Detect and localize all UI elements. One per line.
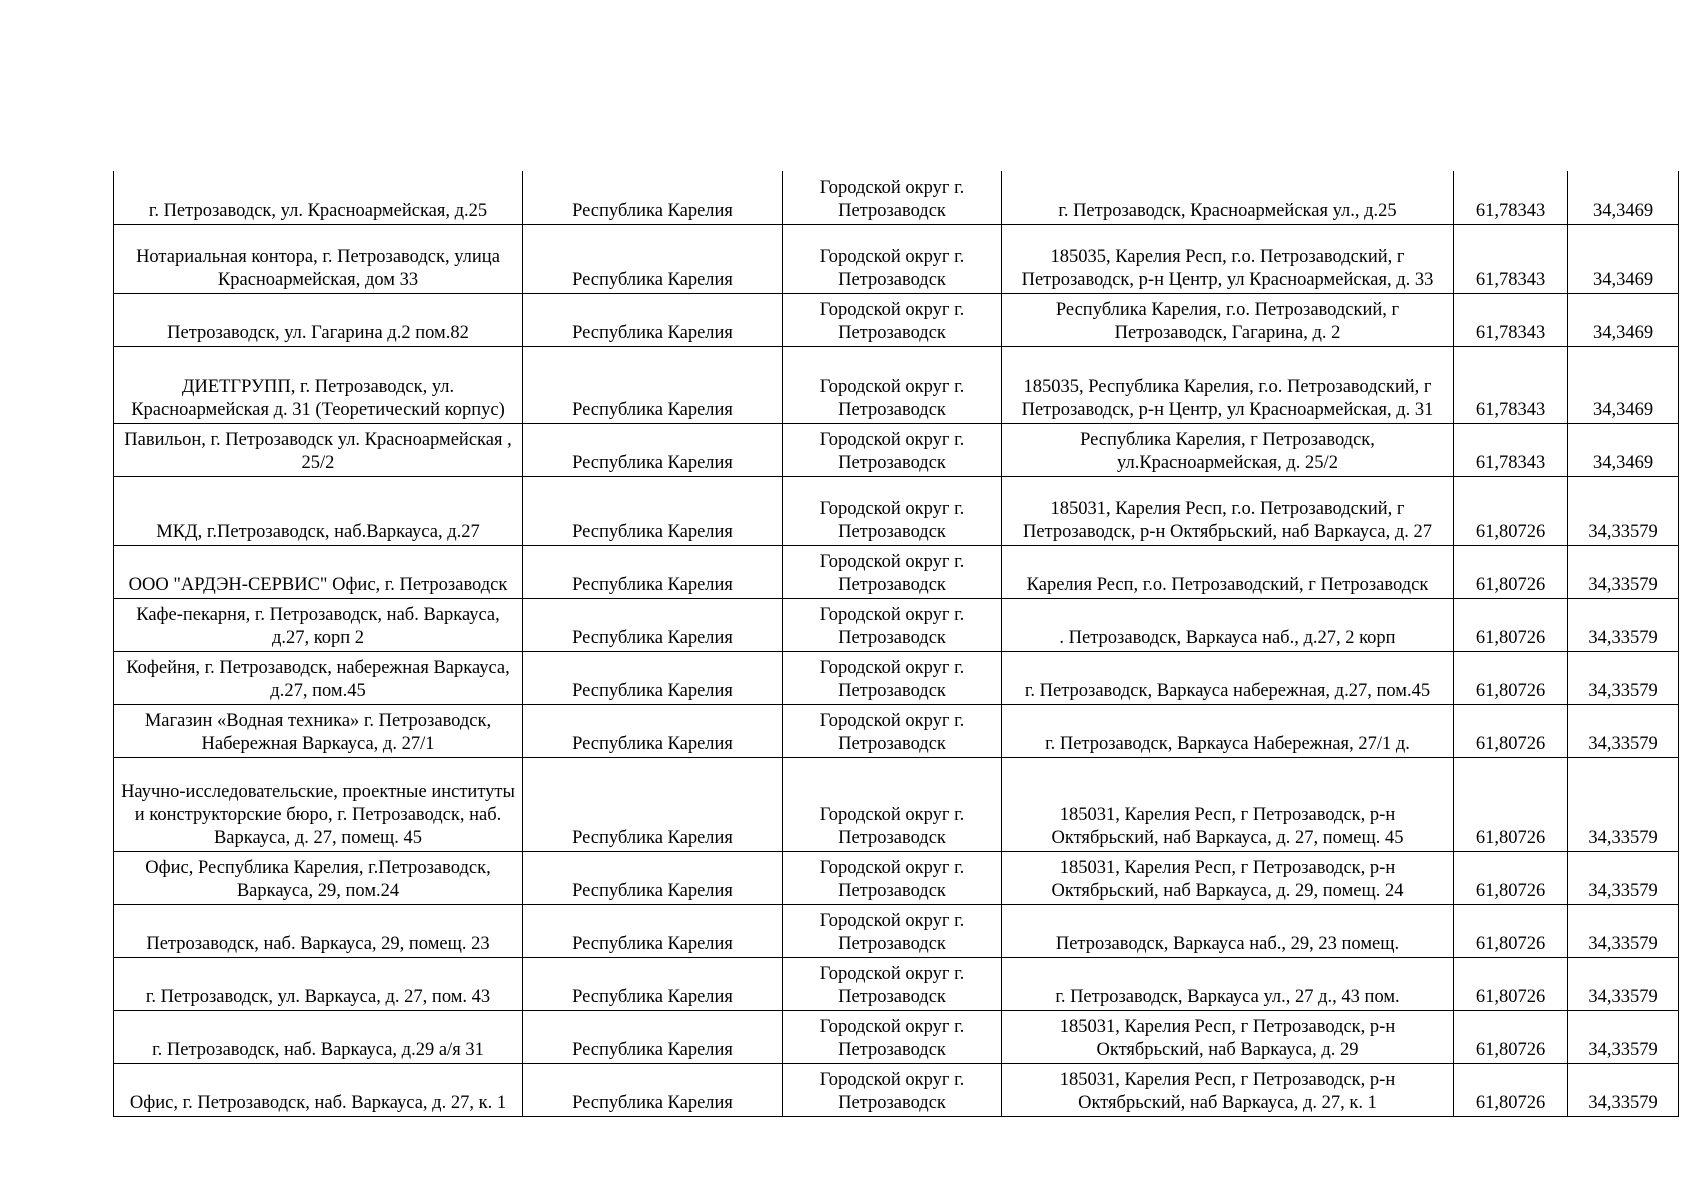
address-cell: Республика Карелия, г Петрозаводск, ул.Красноармейская, д. 25/2 (1002, 423, 1454, 476)
latitude-cell: 61,80726 (1454, 757, 1568, 851)
table-row (114, 476, 1679, 545)
address-cell: 185031, Карелия Респ, г Петрозаводск, р-н Октябрьский, наб Варкауса, д. 27, к. 1 (1002, 1063, 1454, 1116)
address-cell: Республика Карелия, г.о. Петрозаводский, г Петрозаводск, Гагарина, д. 2 (1002, 293, 1454, 346)
table-row (114, 171, 1679, 224)
district-cell: Городской округ г. Петрозаводск (783, 704, 1002, 757)
longitude-cell: 34,3469 (1568, 346, 1679, 423)
address-cell: 185031, Карелия Респ, г.о. Петрозаводский, г Петрозаводск, р-н Октябрьский, наб Варкауса, д. 27 (1002, 476, 1454, 545)
latitude-cell: 61,78343 (1454, 224, 1568, 293)
region-cell: Республика Карелия (523, 545, 783, 598)
latitude-cell: 61,80726 (1454, 1010, 1568, 1063)
longitude-cell: 34,33579 (1568, 1063, 1679, 1116)
object-name-cell: Нотариальная контора, г. Петрозаводск, улица Красноармейская, дом 33 (114, 224, 523, 293)
longitude-cell: 34,33579 (1568, 545, 1679, 598)
object-name-cell: Кофейня, г. Петрозаводск, набережная Варкауса, д.27, пом.45 (114, 651, 523, 704)
district-cell: Городской округ г. Петрозаводск (783, 1063, 1002, 1116)
table-row (114, 224, 1679, 293)
table-body (114, 171, 1679, 1116)
region-cell: Республика Карелия (523, 851, 783, 904)
region-cell: Республика Карелия (523, 651, 783, 704)
object-name-cell: МКД, г.Петрозаводск, наб.Варкауса, д.27 (114, 476, 523, 545)
table-row (114, 851, 1679, 904)
longitude-cell: 34,33579 (1568, 757, 1679, 851)
region-cell: Республика Карелия (523, 293, 783, 346)
latitude-cell: 61,80726 (1454, 476, 1568, 545)
district-cell: Городской округ г. Петрозаводск (783, 851, 1002, 904)
latitude-cell: 61,80726 (1454, 957, 1568, 1010)
table-row (114, 704, 1679, 757)
table-row (114, 1010, 1679, 1063)
longitude-cell: 34,33579 (1568, 1010, 1679, 1063)
object-name-cell: Офис, г. Петрозаводск, наб. Варкауса, д. 27, к. 1 (114, 1063, 523, 1116)
latitude-cell: 61,80726 (1454, 704, 1568, 757)
longitude-cell: 34,3469 (1568, 171, 1679, 224)
object-name-cell: г. Петрозаводск, ул. Варкауса, д. 27, пом. 43 (114, 957, 523, 1010)
district-cell: Городской округ г. Петрозаводск (783, 757, 1002, 851)
region-cell: Республика Карелия (523, 423, 783, 476)
table-row (114, 598, 1679, 651)
region-cell: Республика Карелия (523, 476, 783, 545)
district-cell: Городской округ г. Петрозаводск (783, 904, 1002, 957)
address-cell: 185031, Карелия Респ, г Петрозаводск, р-н Октябрьский, наб Варкауса, д. 27, помещ. 45 (1002, 757, 1454, 851)
region-cell: Республика Карелия (523, 1063, 783, 1116)
latitude-cell: 61,78343 (1454, 171, 1568, 224)
latitude-cell: 61,80726 (1454, 651, 1568, 704)
object-name-cell: ДИЕТГРУПП, г. Петрозаводск, ул. Красноармейская д. 31 (Теоретический корпус) (114, 346, 523, 423)
district-cell: Городской округ г. Петрозаводск (783, 476, 1002, 545)
object-name-cell: Павильон, г. Петрозаводск ул. Красноармейская , 25/2 (114, 423, 523, 476)
latitude-cell: 61,80726 (1454, 904, 1568, 957)
latitude-cell: 61,80726 (1454, 1063, 1568, 1116)
district-cell: Городской округ г. Петрозаводск (783, 423, 1002, 476)
longitude-cell: 34,33579 (1568, 598, 1679, 651)
address-cell: Карелия Респ, г.о. Петрозаводский, г Петрозаводск (1002, 545, 1454, 598)
longitude-cell: 34,33579 (1568, 904, 1679, 957)
region-cell: Республика Карелия (523, 957, 783, 1010)
longitude-cell: 34,33579 (1568, 957, 1679, 1010)
region-cell: Республика Карелия (523, 1010, 783, 1063)
longitude-cell: 34,33579 (1568, 476, 1679, 545)
district-cell: Городской округ г. Петрозаводск (783, 598, 1002, 651)
table-row (114, 957, 1679, 1010)
district-cell: Городской округ г. Петрозаводск (783, 293, 1002, 346)
district-cell: Городской округ г. Петрозаводск (783, 346, 1002, 423)
region-cell: Республика Карелия (523, 171, 783, 224)
region-cell: Республика Карелия (523, 598, 783, 651)
latitude-cell: 61,80726 (1454, 598, 1568, 651)
address-cell: г. Петрозаводск, Варкауса ул., 27 д., 43 пом. (1002, 957, 1454, 1010)
object-name-cell: г. Петрозаводск, ул. Красноармейская, д.25 (114, 171, 523, 224)
address-cell: 185035, Республика Карелия, г.о. Петрозаводский, г Петрозаводск, р-н Центр, ул Красноармейская, д. 31 (1002, 346, 1454, 423)
address-cell: г. Петрозаводск, Красноармейская ул., д.25 (1002, 171, 1454, 224)
table-row (114, 423, 1679, 476)
region-cell: Республика Карелия (523, 704, 783, 757)
table-row (114, 545, 1679, 598)
object-name-cell: Научно-исследовательские, проектные институты и конструкторские бюро, г. Петрозаводск, наб. Варкауса, д. 27, помещ. 45 (114, 757, 523, 851)
address-cell: г. Петрозаводск, Варкауса набережная, д.27, пом.45 (1002, 651, 1454, 704)
object-name-cell: Петрозаводск, ул. Гагарина д.2 пом.82 (114, 293, 523, 346)
district-cell: Городской округ г. Петрозаводск (783, 171, 1002, 224)
table-row (114, 651, 1679, 704)
address-cell: 185031, Карелия Респ, г Петрозаводск, р-н Октябрьский, наб Варкауса, д. 29 (1002, 1010, 1454, 1063)
region-cell: Республика Карелия (523, 757, 783, 851)
region-cell: Республика Карелия (523, 224, 783, 293)
longitude-cell: 34,3469 (1568, 224, 1679, 293)
object-name-cell: Магазин «Водная техника» г. Петрозаводск, Набережная Варкауса, д. 27/1 (114, 704, 523, 757)
object-name-cell: Офис, Республика Карелия, г.Петрозаводск, Варкауса, 29, пом.24 (114, 851, 523, 904)
object-name-cell: г. Петрозаводск, наб. Варкауса, д.29 а/я 31 (114, 1010, 523, 1063)
longitude-cell: 34,3469 (1568, 423, 1679, 476)
district-cell: Городской округ г. Петрозаводск (783, 1010, 1002, 1063)
address-cell: 185035, Карелия Респ, г.о. Петрозаводский, г Петрозаводск, р-н Центр, ул Красноармейская, д. 33 (1002, 224, 1454, 293)
district-cell: Городской округ г. Петрозаводск (783, 224, 1002, 293)
latitude-cell: 61,78343 (1454, 293, 1568, 346)
longitude-cell: 34,33579 (1568, 851, 1679, 904)
object-name-cell: Петрозаводск, наб. Варкауса, 29, помещ. 23 (114, 904, 523, 957)
latitude-cell: 61,80726 (1454, 545, 1568, 598)
address-cell: г. Петрозаводск, Варкауса Набережная, 27/1 д. (1002, 704, 1454, 757)
district-cell: Городской округ г. Петрозаводск (783, 651, 1002, 704)
address-table (113, 171, 1679, 1117)
table-row (114, 346, 1679, 423)
table-row (114, 757, 1679, 851)
longitude-cell: 34,33579 (1568, 651, 1679, 704)
latitude-cell: 61,80726 (1454, 851, 1568, 904)
table-row (114, 904, 1679, 957)
latitude-cell: 61,78343 (1454, 423, 1568, 476)
object-name-cell: ООО "АРДЭН-СЕРВИС" Офис, г. Петрозаводск (114, 545, 523, 598)
table-row (114, 293, 1679, 346)
address-cell: Петрозаводск, Варкауса наб., 29, 23 помещ. (1002, 904, 1454, 957)
address-cell: 185031, Карелия Респ, г Петрозаводск, р-н Октябрьский, наб Варкауса, д. 29, помещ. 24 (1002, 851, 1454, 904)
longitude-cell: 34,33579 (1568, 704, 1679, 757)
object-name-cell: Кафе-пекарня, г. Петрозаводск, наб. Варкауса, д.27, корп 2 (114, 598, 523, 651)
region-cell: Республика Карелия (523, 346, 783, 423)
latitude-cell: 61,78343 (1454, 346, 1568, 423)
address-cell: . Петрозаводск, Варкауса наб., д.27, 2 корп (1002, 598, 1454, 651)
district-cell: Городской округ г. Петрозаводск (783, 545, 1002, 598)
district-cell: Городской округ г. Петрозаводск (783, 957, 1002, 1010)
table-row (114, 1063, 1679, 1116)
longitude-cell: 34,3469 (1568, 293, 1679, 346)
region-cell: Республика Карелия (523, 904, 783, 957)
